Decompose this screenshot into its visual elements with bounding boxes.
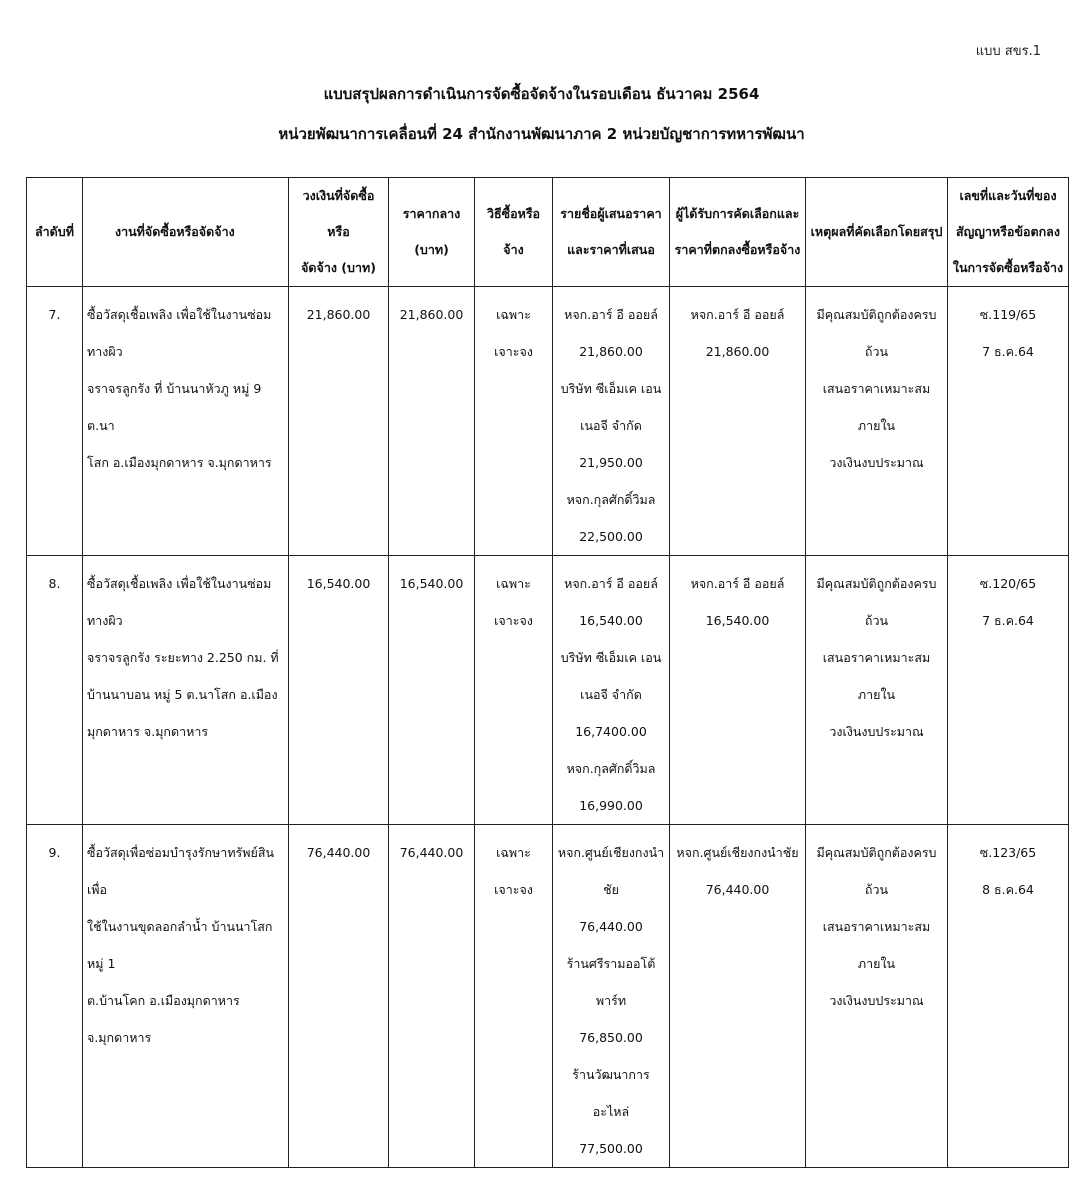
table-header-row (27, 178, 1069, 287)
cell-work: ซื้อวัสดุเชื้อเพลิง เพื่อใช้ในงานซ่อมทางผิว จราจรลูกรัง ที่ บ้านนาหัวภู หมู่ 9 ต.นา โสก อ.เมืองมุกดาหาร จ.มุกดาหาร (83, 287, 289, 556)
header-budget: วงเงินที่จัดซื้อหรือ จัดจ้าง (บาท) (289, 178, 389, 287)
cell-median-price: 21,860.00 (389, 287, 475, 556)
cell-reason: มีคุณสมบัติถูกต้องครบถ้วน เสนอราคาเหมาะสมภายใน วงเงินงบประมาณ (806, 287, 948, 556)
cell-budget: 21,860.00 (289, 287, 389, 556)
cell-winner: หจก.อาร์ อี ออยล์ 21,860.00 (670, 287, 806, 556)
cell-bidders: หจก.ศูนย์เชียงกงนำชัย 76,440.00 ร้านศรีรามออโต้พาร์ท 76,850.00 ร้านวัฒนาการอะไหล่ 77,500.00 (553, 825, 670, 1168)
cell-no: 8. (27, 556, 83, 825)
cell-winner: หจก.อาร์ อี ออยล์ 16,540.00 (670, 556, 806, 825)
header-method: วิธีซื้อหรือจ้าง (475, 178, 553, 287)
form-code: แบบ สขร.1 (975, 44, 1041, 59)
cell-winner: หจก.ศูนย์เชียงกงนำชัย 76,440.00 (670, 825, 806, 1168)
table-row (27, 825, 1069, 1168)
document-subtitle: หน่วยพัฒนาการเคลื่อนที่ 24 สำนักงานพัฒนาภาค 2 หน่วยบัญชาการทหารพัฒนา (278, 125, 805, 143)
cell-no: 9. (27, 825, 83, 1168)
cell-method: เฉพาะเจาะจง (475, 825, 553, 1168)
cell-budget: 76,440.00 (289, 825, 389, 1168)
cell-reason: มีคุณสมบัติถูกต้องครบถ้วน เสนอราคาเหมาะสมภายใน วงเงินงบประมาณ (806, 825, 948, 1168)
cell-work: ซื้อวัสดุเชื้อเพลิง เพื่อใช้ในงานซ่อมทางผิว จราจรลูกรัง ระยะทาง 2.250 กม. ที่ บ้านนาบอน หมู่ 5 ต.นาโสก อ.เมือง มุกดาหาร จ.มุกดาหาร (83, 556, 289, 825)
cell-method: เฉพาะเจาะจง (475, 287, 553, 556)
procurement-table (26, 177, 1069, 1168)
cell-contract: ซ.120/65 7 ธ.ค.64 (948, 556, 1069, 825)
document-title: แบบสรุปผลการดำเนินการจัดซื้อจัดจ้างในรอบเดือน ธันวาคม 2564 (323, 85, 760, 103)
header-contract: เลขที่และวันที่ของ สัญญาหรือข้อตกลง ในการจัดซื้อหรือจ้าง (948, 178, 1069, 287)
table-row (27, 556, 1069, 825)
cell-median-price: 76,440.00 (389, 825, 475, 1168)
cell-contract: ซ.119/65 7 ธ.ค.64 (948, 287, 1069, 556)
header-winner: ผู้ได้รับการคัดเลือกและ ราคาที่ตกลงซื้อหรือจ้าง (670, 178, 806, 287)
table-row (27, 287, 1069, 556)
cell-reason: มีคุณสมบัติถูกต้องครบถ้วน เสนอราคาเหมาะสมภายใน วงเงินงบประมาณ (806, 556, 948, 825)
cell-bidders: หจก.อาร์ อี ออยล์ 21,860.00 บริษัท ซีเอ็มเค เอน เนอจี จำกัด 21,950.00 หจก.กุลศักดิ์วิมล 22,500.00 (553, 287, 670, 556)
cell-budget: 16,540.00 (289, 556, 389, 825)
cell-work: ซื้อวัสดุเพื่อซ่อมบำรุงรักษาทรัพย์สิน เพื่อ ใช้ในงานขุดลอกลำน้ำ บ้านนาโสก หมู่ 1 ต.บ้านโคก อ.เมืองมุกดาหาร จ.มุกดาหาร (83, 825, 289, 1168)
cell-no: 7. (27, 287, 83, 556)
header-bidders: รายชื่อผู้เสนอราคา และราคาที่เสนอ (553, 178, 670, 287)
header-no: ลำดับที่ (27, 178, 83, 287)
cell-contract: ซ.123/65 8 ธ.ค.64 (948, 825, 1069, 1168)
header-reason: เหตุผลที่คัดเลือกโดยสรุป (806, 178, 948, 287)
header-work: งานที่จัดซื้อหรือจัดจ้าง (83, 178, 289, 287)
header-median-price: ราคากลาง (บาท) (389, 178, 475, 287)
cell-median-price: 16,540.00 (389, 556, 475, 825)
cell-bidders: หจก.อาร์ อี ออยล์ 16,540.00 บริษัท ซีเอ็มเค เอน เนอจี จำกัด 16,7400.00 หจก.กุลศักดิ์วิมล 16,990.00 (553, 556, 670, 825)
cell-method: เฉพาะเจาะจง (475, 556, 553, 825)
